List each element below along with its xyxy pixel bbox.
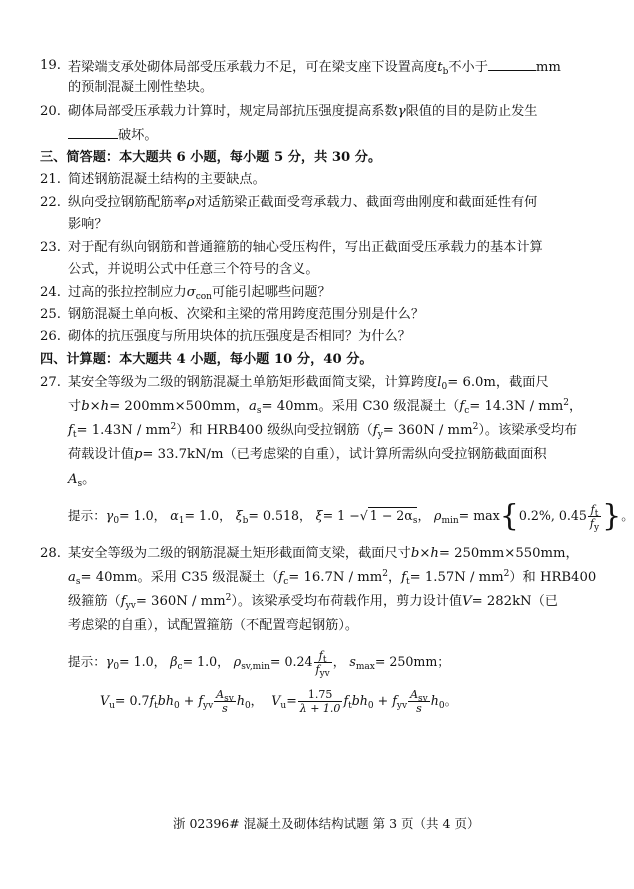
question-19-line-1: 若梁端支承处砌体局部受压承载力不足，可在梁支座下设置高度$t_b$不小于 mm: [68, 57, 561, 77]
fraction-asv-s-2: $\frac{A_{sv}}{s}$: [410, 688, 428, 715]
question-27-line-3: $f_t= 1.43N / mm^2$）和 HRB400 级纵向受拉钢筋$(f_y= 360N / mm^2)$。该梁承受均布: [68, 422, 578, 440]
question-28-line-2: $a_s= 40mm$。采用 C35 级混凝土（$f_c= 16.7N / mm^2$，$f_t= 1.57N / mm^2$）和 HRB400: [68, 569, 597, 587]
question-number: 20.: [40, 104, 61, 119]
question-number: 25.: [40, 307, 61, 322]
question-27-line-2: 寸b×h= 200mm×500mm，$a_s= 40mm$。采用 C30 级混凝土（$f_c= 14.3N / mm^2$，: [68, 398, 583, 416]
question-28-hint: 提示：$\gamma_0= 1.0$， $\beta_c= 1.0$， $\rho_{sv,min}= 0.24$ $\frac{f_t}{f_{yv}}$ ， $s_{max}= 250mm$；: [68, 649, 450, 679]
question-number: 21.: [40, 172, 61, 187]
fill-blank[interactable]: [488, 57, 536, 71]
page-footer: 浙 02396# 混凝土及砌体结构试题 第 3 页（共 4 页）: [173, 816, 480, 831]
question-27-hint: 提示：$\gamma_0= 1.0$， $\alpha_1= 1.0$， $\xi_b= 0.518$， ξ= 1 −√ $1 - 2\alpha_s$， $\rho_{min}= \max\{0.2\%$, 0.45 $\frac{f_t}{f_y}$ }。: [68, 498, 634, 534]
question-23-line-1: 对于配有纵向钢筋和普通箍筋的轴心受压构件，写出正截面受压承载力的基本计算: [68, 240, 543, 255]
fill-blank[interactable]: [68, 125, 118, 139]
fraction-ft-fyv: $\frac{f_t}{f_{yv}}$: [315, 649, 330, 679]
question-28-formulas: $V_u= 0.7f_tbh_0 + f_{yv}$ $\frac{A_{sv}}{s}$ $h_0$， $V_u=$ $\frac{1.75}{\lambda + 1.0}$ $f_tbh_0 + f_{yv}$ $\frac{A_{sv}}{s}$ $h_0$。: [100, 688, 458, 715]
question-28-line-3: 级箍筋$(f_{yv}= 360N / mm^2)$。该梁承受均布荷载作用，剪力设计值V= 282kN（已: [68, 593, 558, 611]
fraction-ft-fy: $\frac{f_t}{f_y}$: [589, 503, 600, 533]
question-28-line-1: 某安全等级为二级的钢筋混凝土矩形截面简支梁，截面尺寸b×h= 250mm×550mm，: [68, 546, 579, 561]
question-28-line-4: 考虑梁的自重），试配置箍筋（不配置弯起钢筋）。: [68, 618, 359, 633]
question-24: 过高的张拉控制应力$\sigma_{con}$可能引起哪些问题？: [68, 285, 331, 302]
question-23-line-2: 公式，并说明公式中任意三个符号的含义。: [68, 262, 319, 277]
question-20-line-1: 砌体局部受压承载力计算时，规定局部抗压强度提高系数γ限值的目的是防止发生: [68, 104, 538, 119]
question-27-line-5: $A_s$。: [68, 472, 96, 489]
question-number: 27.: [40, 375, 61, 390]
question-number: 19.: [40, 58, 61, 73]
question-27-line-1: 某安全等级为二级的钢筋混凝土单筋矩形截面简支梁，计算跨度$l_0= 6.0m$，截面尺: [68, 375, 549, 392]
question-19-line-2: 的预制混凝土刚性垫块。: [68, 80, 214, 95]
fraction-lambda: $\frac{1.75}{\lambda + 1.0}$: [299, 688, 341, 715]
section-heading-short-answer: 三、简答题：本大题共 6 小题，每小题 5 分，共 30 分。: [40, 150, 382, 165]
section-heading-calculation: 四、计算题：本大题共 4 小题，每小题 10 分，40 分。: [40, 352, 373, 367]
fraction-asv-s: $\frac{A_{sv}}{s}$: [216, 688, 234, 715]
question-number: 22.: [40, 195, 61, 210]
question-number: 28.: [40, 546, 61, 561]
question-22-line-2: 影响？: [68, 217, 108, 232]
question-25: 钢筋混凝土单向板、次梁和主梁的常用跨度范围分别是什么？: [68, 307, 425, 322]
question-27-line-4: 荷载设计值p= 33.7kN/m（已考虑梁的自重），试计算所需纵向受拉钢筋截面面积: [68, 447, 547, 462]
question-26: 砌体的抗压强度与所用块体的抗压强度是否相同？为什么？: [68, 329, 411, 344]
question-20-line-2: 破坏。: [68, 125, 158, 145]
question-number: 23.: [40, 240, 61, 255]
question-number: 26.: [40, 329, 61, 344]
question-21: 简述钢筋混凝土结构的主要缺点。: [68, 172, 266, 187]
question-number: 24.: [40, 285, 61, 300]
question-22-line-1: 纵向受拉钢筋配筋率ρ对适筋梁正截面受弯承载力、截面弯曲刚度和截面延性有何: [68, 195, 538, 210]
